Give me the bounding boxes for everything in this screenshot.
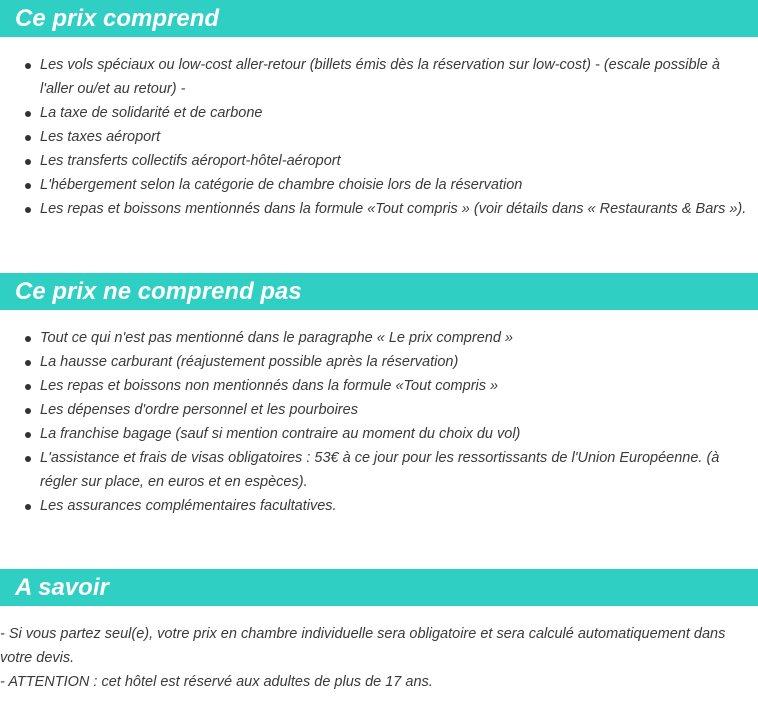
list-item-text: Les taxes aéroport	[40, 129, 161, 145]
list-item	[0, 53, 758, 101]
savoir-note: - ATTENTION : cet hôtel est réservé aux adultes de plus de 17 ans.	[0, 674, 433, 690]
list-item	[0, 398, 758, 422]
savoir-body	[0, 606, 758, 694]
section-header-excludes	[0, 273, 758, 310]
list-item	[0, 350, 758, 374]
section-title-savoir: A savoir	[15, 573, 109, 601]
list-item-text: Les vols spéciaux ou low-cost aller-retour (billets émis dès la réservation sur low-cost) - (escale possible à l'aller ou/et au retour) -	[40, 57, 720, 97]
includes-list	[0, 37, 758, 221]
list-item-text: La hausse carburant (réajustement possible après la réservation)	[40, 354, 459, 370]
list-item-text: La taxe de solidarité et de carbone	[40, 105, 263, 121]
section-price-excludes	[0, 273, 758, 518]
section-header-includes	[0, 0, 758, 37]
list-item-text: Les assurances complémentaires facultatives.	[40, 498, 337, 514]
bullet-icon	[25, 111, 31, 117]
list-item-text: Les repas et boissons mentionnés dans la formule «Tout compris » (voir détails dans « Restaurants & Bars »).	[40, 201, 747, 217]
section-good-to-know	[0, 569, 758, 694]
list-item-text: Les dépenses d'ordre personnel et les pourboires	[40, 402, 358, 418]
list-item	[0, 197, 758, 221]
bullet-icon	[25, 456, 31, 462]
excludes-list	[0, 310, 758, 518]
list-item	[0, 446, 758, 494]
list-item-text: L'hébergement selon la catégorie de chambre choisie lors de la réservation	[40, 177, 523, 193]
list-item-text: L'assistance et frais de visas obligatoires : 53€ à ce jour pour les ressortissants de l'Union Européenne. (à régler sur place, en euros et en espèces).	[40, 450, 720, 490]
bullet-icon	[25, 360, 31, 366]
bullet-icon	[25, 207, 31, 213]
list-item	[0, 149, 758, 173]
bullet-icon	[25, 135, 31, 141]
list-item	[0, 374, 758, 398]
section-title-includes: Ce prix comprend	[15, 4, 220, 32]
section-title-excludes: Ce prix ne comprend pas	[15, 277, 302, 305]
list-item-text: La franchise bagage (sauf si mention contraire au moment du choix du vol)	[40, 426, 521, 442]
bullet-icon	[25, 183, 31, 189]
bullet-icon	[25, 63, 31, 69]
list-item-text: Tout ce qui n'est pas mentionné dans le paragraphe « Le prix comprend »	[40, 330, 513, 346]
section-header-savoir	[0, 569, 758, 606]
bullet-icon	[25, 159, 31, 165]
bullet-icon	[25, 384, 31, 390]
bullet-icon	[25, 336, 31, 342]
list-item-text: Les repas et boissons non mentionnés dans la formule «Tout compris »	[40, 378, 499, 394]
list-item-text: Les transferts collectifs aéroport-hôtel-aéroport	[40, 153, 341, 169]
bullet-icon	[25, 408, 31, 414]
savoir-note: - Si vous partez seul(e), votre prix en chambre individuelle sera obligatoire et sera calculé automatiquement dans votre devis.	[0, 626, 726, 666]
section-price-includes	[0, 0, 758, 221]
list-item	[0, 101, 758, 125]
list-item	[0, 173, 758, 197]
list-item	[0, 422, 758, 446]
list-item	[0, 494, 758, 518]
bullet-icon	[25, 504, 31, 510]
list-item	[0, 326, 758, 350]
list-item	[0, 125, 758, 149]
bullet-icon	[25, 432, 31, 438]
